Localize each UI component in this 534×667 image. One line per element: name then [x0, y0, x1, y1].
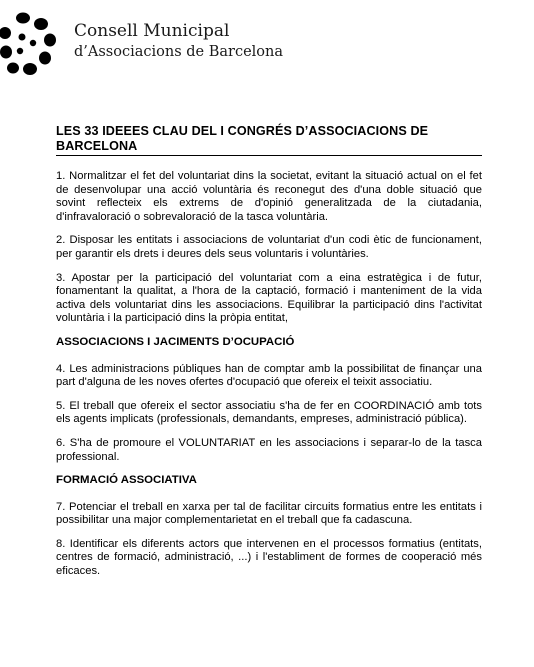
paragraph-5: 5. El treball que ofereix el sector associatiu s'ha de fer en COORDINACIÓ amb tots els agents implicats (professionals, demandants, empreses, administració pública).: [56, 399, 482, 426]
paragraph-3: 3. Apostar per la participació del voluntariat com a eina estratègica i de futur, fonamentant la qualitat, a l'hora de la captació, formació i manteniment de la vida activa dels voluntariat dins les associacions. Equilibrar la participació dins l'activitat voluntària i la participació dins la pròpia entitat,: [56, 271, 482, 325]
organization-name-line1: Consell Municipal: [74, 21, 230, 41]
paragraph-7: 7. Potenciar el treball en xarxa per tal de facilitar circuits formatius entre les entitats i possibilitar una major complementarietat en el treball que fa cadascuna.: [56, 500, 482, 527]
paragraph-1: 1. Normalitzar el fet del voluntariat dins la societat, evitant la situació actual on el fet de desenvolupar una acció voluntària és reconegut des d'una doble situació que sovint reflecteix els extrems de d'opinió generalitzada de la ciutadania, d'infravaloració o sobrevaloració de la tasca voluntària.: [56, 170, 482, 223]
document-body: [56, 124, 482, 589]
section-heading-formacio: FORMACIÓ ASSOCIATIVA: [56, 474, 197, 487]
paragraph-2: 2. Disposar les entitats i associacions de voluntariat d'un codi ètic de funcionament, per garantir els drets i deures dels seus voluntaris i voluntàries.: [56, 234, 482, 260]
organization-name: [74, 22, 283, 60]
paragraph-6: 6. S'ha de promoure el VOLUNTARIAT en les associacions i separar-lo de la tasca professional.: [56, 436, 482, 463]
paragraph-4: 4. Les administracions públiques han de comptar amb la possibilitat de finançar una part d'alguna de les noves ofertes d'ocupació que ofereix el teixit associatiu.: [56, 362, 482, 389]
dots-flower-logo-icon: [0, 12, 62, 78]
document-header: [0, 0, 534, 90]
paragraph-8: 8. Identificar els diferents actors que intervenen en el processos formatius (entitats, centres de formació, administració, ...) i l'establiment de formes de cooperació més eficaces.: [56, 537, 482, 578]
document-title: LES 33 IDEEES CLAU DEL I CONGRÉS D’ASSOCIACIONS DE BARCELONA: [56, 124, 482, 156]
section-heading-jaciments: ASSOCIACIONS I JACIMENTS D’OCUPACIÓ: [56, 335, 295, 348]
organization-name-line2: d’Associacions de Barcelona: [74, 43, 284, 60]
